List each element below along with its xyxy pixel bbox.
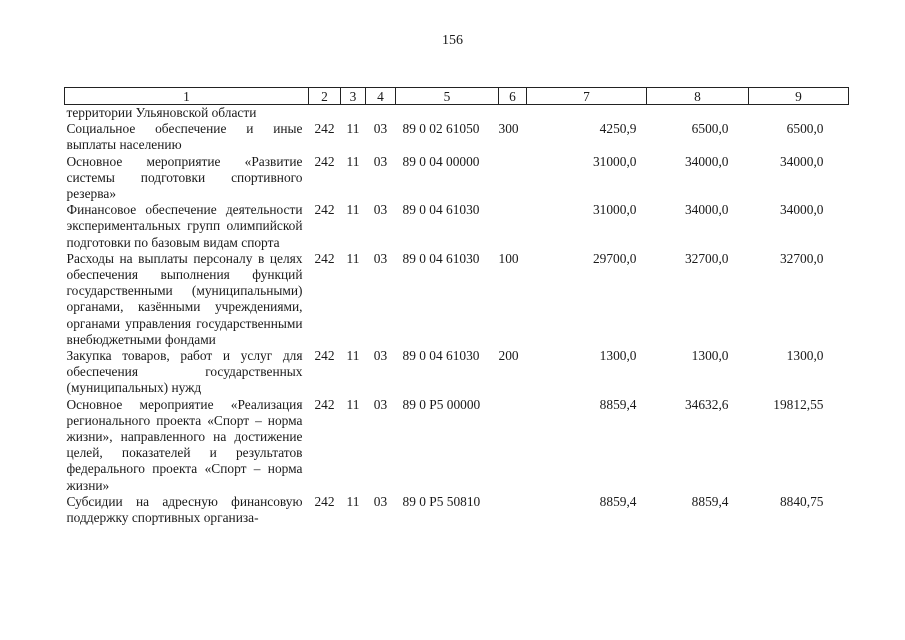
row-description: Закупка товаров, работ и услуг для обеспечения государственных (муниципальных) нужд (66, 348, 303, 396)
page-number: 156 (442, 33, 463, 48)
cell-amount-year2: 34000,0 (684, 202, 729, 218)
column-header: 6 (499, 88, 527, 105)
cell-amount-year3: 1300,0 (786, 348, 824, 364)
column-header: 4 (366, 88, 396, 105)
column-header: 9 (749, 88, 849, 105)
cell-amount-year2: 34000,0 (684, 153, 729, 169)
cell-target-article: 89 0 P5 00000 (402, 396, 481, 412)
column-header: 1 (65, 88, 309, 105)
cell-section-code: 11 (346, 493, 360, 509)
column-header: 8 (647, 88, 749, 105)
cell-target-article: 89 0 04 00000 (402, 153, 480, 169)
cell-section-code: 11 (346, 121, 360, 137)
table-row (65, 397, 849, 494)
cell-amount-year2: 34632,6 (684, 396, 729, 412)
cell-section-code: 11 (346, 348, 360, 364)
cell-expense-type (499, 202, 527, 251)
cell-amount-year1: 8859,4 (599, 493, 637, 509)
cell-amount-year3: 8840,75 (779, 493, 824, 509)
cell-amount-year3: 34000,0 (779, 202, 824, 218)
cell-subsection-code: 03 (373, 153, 388, 169)
budget-table (64, 87, 849, 526)
cell-subsection-code: 03 (373, 396, 388, 412)
cell-amount-year3: 6500,0 (786, 121, 824, 137)
cell-amount-year3: 19812,55 (773, 396, 824, 412)
cell-target-article (396, 105, 499, 122)
cell-expense-type: 100 (498, 250, 519, 266)
table-row (65, 121, 849, 153)
cell-amount-year1: 31000,0 (592, 153, 637, 169)
cell-amount-year3: 32700,0 (779, 250, 824, 266)
cell-expense-type: 200 (498, 348, 519, 364)
table-header-row (65, 88, 849, 105)
cell-amount-year2 (647, 105, 749, 122)
cell-section-code (341, 105, 366, 122)
cell-target-article: 89 0 04 61030 (402, 250, 480, 266)
cell-subsection-code: 03 (373, 121, 388, 137)
cell-amount-year1: 1300,0 (599, 348, 637, 364)
cell-subsection-code: 03 (373, 250, 388, 266)
cell-subsection-code (366, 105, 396, 122)
cell-expense-type (499, 494, 527, 526)
cell-section-code: 11 (346, 396, 360, 412)
row-description: Субсидии на адресную финансовую поддержку спортивных организа- (66, 493, 303, 526)
cell-target-article: 89 0 04 61030 (402, 202, 480, 218)
column-header: 5 (396, 88, 499, 105)
row-description: Основное мероприятие «Развитие системы подготовки спортивного резерва» (66, 153, 303, 202)
column-header: 7 (527, 88, 647, 105)
row-description: Социальное обеспечение и иные выплаты населению (66, 121, 303, 153)
cell-section-code: 11 (346, 250, 360, 266)
cell-target-article: 89 0 02 61050 (402, 121, 480, 137)
row-description: Расходы на выплаты персоналу в целях обеспечения выполнения функций государственными (муниципальными) органами, казёнными учреждениями, органами управления государственными внебюджетными фондами (66, 250, 303, 347)
cell-ministry-code (309, 105, 341, 122)
cell-ministry-code: 242 (314, 250, 335, 266)
cell-section-code: 11 (346, 153, 360, 169)
cell-ministry-code: 242 (314, 493, 335, 509)
cell-subsection-code: 03 (373, 348, 388, 364)
cell-ministry-code: 242 (314, 121, 335, 137)
table-row (65, 348, 849, 397)
table-row (65, 251, 849, 348)
cell-amount-year1: 8859,4 (599, 396, 637, 412)
table-row (65, 202, 849, 251)
cell-target-article: 89 0 P5 50810 (402, 493, 481, 509)
table-body (65, 105, 849, 527)
cell-amount-year1 (527, 105, 647, 122)
cell-amount-year2: 8859,4 (691, 493, 729, 509)
cell-ministry-code: 242 (314, 202, 335, 218)
cell-ministry-code: 242 (314, 348, 335, 364)
row-description: территории Ульяновской области (66, 105, 257, 120)
row-description: Финансовое обеспечение деятельности экспериментальных групп олимпийской подготовки по базовым видам спорта (66, 202, 303, 250)
table-row (65, 494, 849, 526)
cell-subsection-code: 03 (373, 202, 388, 218)
cell-expense-type (499, 397, 527, 494)
table-row (65, 154, 849, 203)
column-header: 3 (341, 88, 366, 105)
table-row (65, 105, 849, 122)
cell-ministry-code: 242 (314, 153, 335, 169)
cell-amount-year1: 4250,9 (599, 121, 637, 137)
cell-expense-type: 300 (498, 121, 519, 137)
cell-ministry-code: 242 (314, 396, 335, 412)
cell-expense-type (499, 105, 527, 122)
cell-amount-year1: 31000,0 (592, 202, 637, 218)
cell-amount-year2: 32700,0 (684, 250, 729, 266)
cell-subsection-code: 03 (373, 493, 388, 509)
cell-amount-year3 (749, 105, 849, 122)
cell-section-code: 11 (346, 202, 360, 218)
cell-amount-year2: 1300,0 (691, 348, 729, 364)
cell-expense-type (499, 154, 527, 203)
cell-target-article: 89 0 04 61030 (402, 348, 480, 364)
cell-amount-year3: 34000,0 (779, 153, 824, 169)
row-description: Основное мероприятие «Реализация регионального проекта «Спорт – норма жизни», направленного на достижение целей, показателей и результатов федерального проекта «Спорт – норма жизни» (66, 396, 303, 493)
column-header: 2 (309, 88, 341, 105)
cell-amount-year1: 29700,0 (592, 250, 637, 266)
cell-amount-year2: 6500,0 (691, 121, 729, 137)
